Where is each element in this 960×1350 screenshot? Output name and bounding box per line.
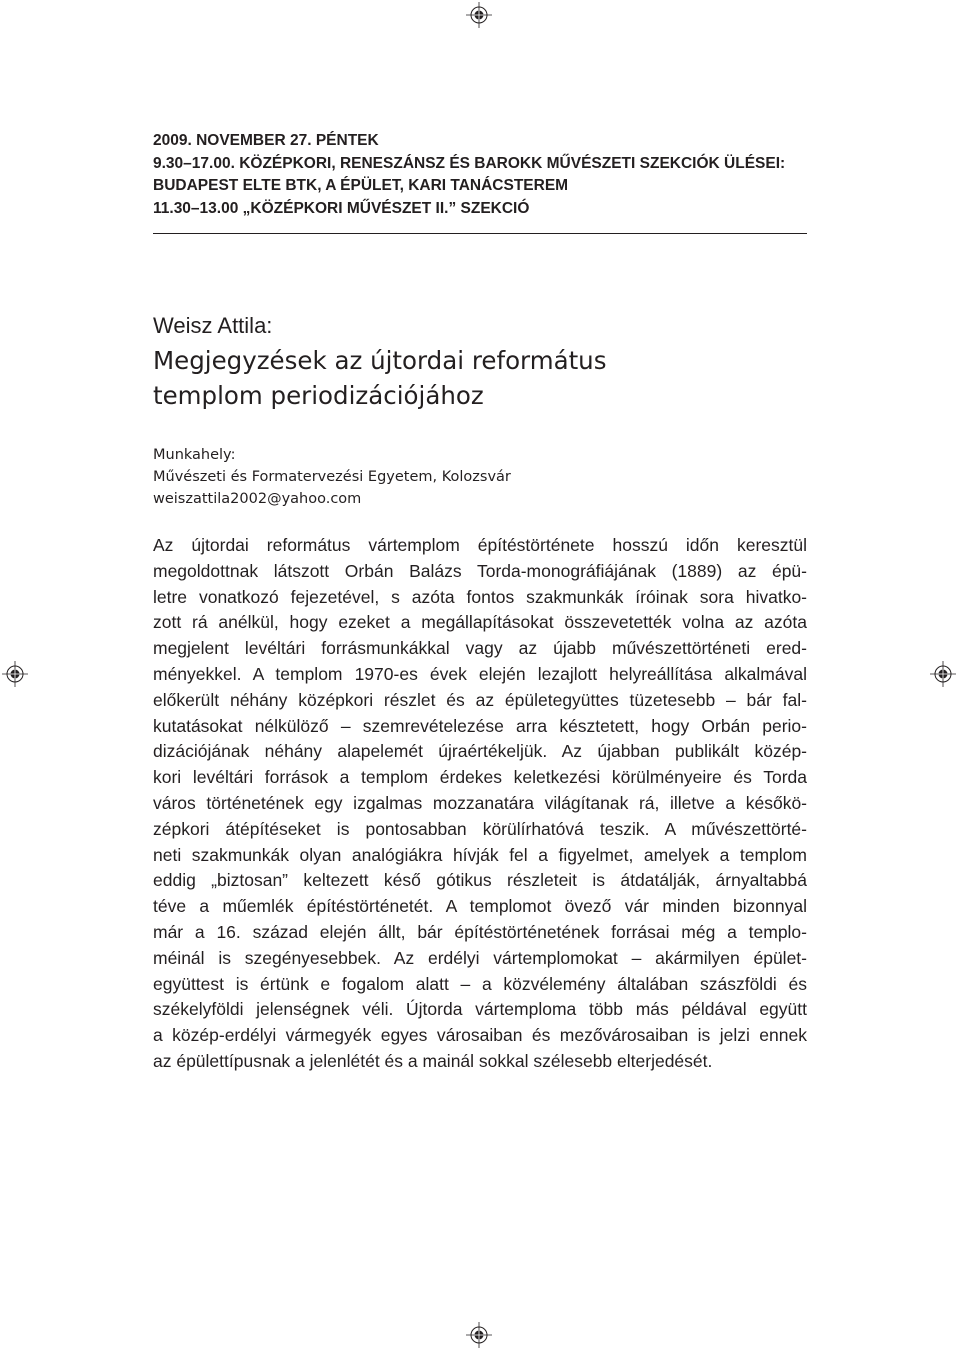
article-author: Weisz Attila: [153,313,273,338]
abstract-line: letre vonatkozó fejezetével, s azóta fontos szakmunkák íróinak sora hivatko- [153,586,807,607]
abstract-line: a közép-erdélyi vármegyék egyes városaiban és mezővárosaiban is jelzi ennek [153,1025,807,1046]
article-title-line: Megjegyzések az újtordai református [153,346,607,375]
session-venue: BUDAPEST ELTE BTK, A ÉPÜLET, KARI TANÁCSTEREM [153,177,569,194]
abstract-line: ményekkel. A templom 1970-es évek elején lezajlott helyreállítása alkalmával [153,663,807,684]
affiliation-label: Munkahely: [153,447,236,463]
abstract-line: Az újtordai református vártemplom építéstörténete hosszú időn keresztül [153,535,807,555]
affiliation-institution: Művészeti és Formatervezési Egyetem, Kolozsvár [153,469,511,485]
abstract-line: kori levéltári források a templom érdekes keletkezési körülményeire és Torda [153,767,807,788]
abstract-line: megjelent levéltári forrásmunkákkal vagy az újabb művészettörténeti ered- [153,638,807,659]
abstract-line: méinál is szegényesebbek. Az erdélyi vártemplomokat – akármilyen épület- [153,947,807,968]
abstract-line: már a 16. század elején állt, bár építéstörténetének forrásai még a templo- [153,921,807,942]
article-title [153,343,807,413]
abstract-line: megoldottnak látszott Orbán Balázs Torda-monográfiájának (1889) az épü- [153,560,807,581]
abstract-line: zott rá anélkül, hogy ezeket a megállapításokat összevetették volna az azóta [153,612,807,633]
article-title-line: templom periodizációjához [153,381,484,410]
session-header [153,130,807,220]
author-email: weiszattila2002@yahoo.com [153,491,362,507]
abstract-line: téve a műemlék építéstörténetét. A templomot övező vár minden bizonnyal [153,896,807,917]
abstract-line: együttest is értünk e fogalom alatt – a közvélemény általában szászföldi és [153,973,807,994]
article-abstract [153,533,807,1075]
abstract-line: az épülettípusnak a jelenlétét és a mainál sokkal szélesebb elterjedését. [153,1050,713,1071]
registration-mark-icon [2,661,28,687]
session-time-title: 9.30–17.00. KÖZÉPKORI, RENESZÁNSZ ÉS BAROKK MŰVÉSZETI SZEKCIÓK ÜLÉSEI: [153,154,786,172]
author-affiliation [153,444,511,510]
session-date: 2009. NOVEMBER 27. PÉNTEK [153,132,379,149]
abstract-line: székelyföldi jelenségnek véli. Újtorda vártemploma több más példával együtt [153,999,807,1020]
abstract-line: zépkori átépítéseket is pontosabban körülírhatóvá teszik. A művészettörté- [153,818,807,839]
abstract-line: neti szakmunkák olyan analógiákra hívják fel a figyelmet, amelyek a templom [153,844,807,865]
header-divider [153,233,807,234]
abstract-line: előkerült néhány középkori részlet és az épületegyüttes tüzetesebb – bár fal- [153,689,807,710]
abstract-line: kutatásokat nélkülöző – szemrevételezése arra késztetett, hogy Orbán perio- [153,715,807,736]
abstract-line: város történetének egy izgalmas mozzanatára világítanak rá, illetve a későkö- [153,792,807,813]
registration-mark-icon [466,1322,492,1348]
abstract-line: eddig „biztosan” keltezett késő gótikus részleteit is átdatálják, árnyaltabbá [153,870,807,891]
registration-mark-icon [466,2,492,28]
abstract-line: dizációjának néhány alapelemét újraértékeljük. Az újabban publikált közép- [153,741,807,762]
session-section: 11.30–13.00 „KÖZÉPKORI MŰVÉSZET II.” SZEKCIÓ [153,199,530,217]
registration-mark-icon [930,661,956,687]
